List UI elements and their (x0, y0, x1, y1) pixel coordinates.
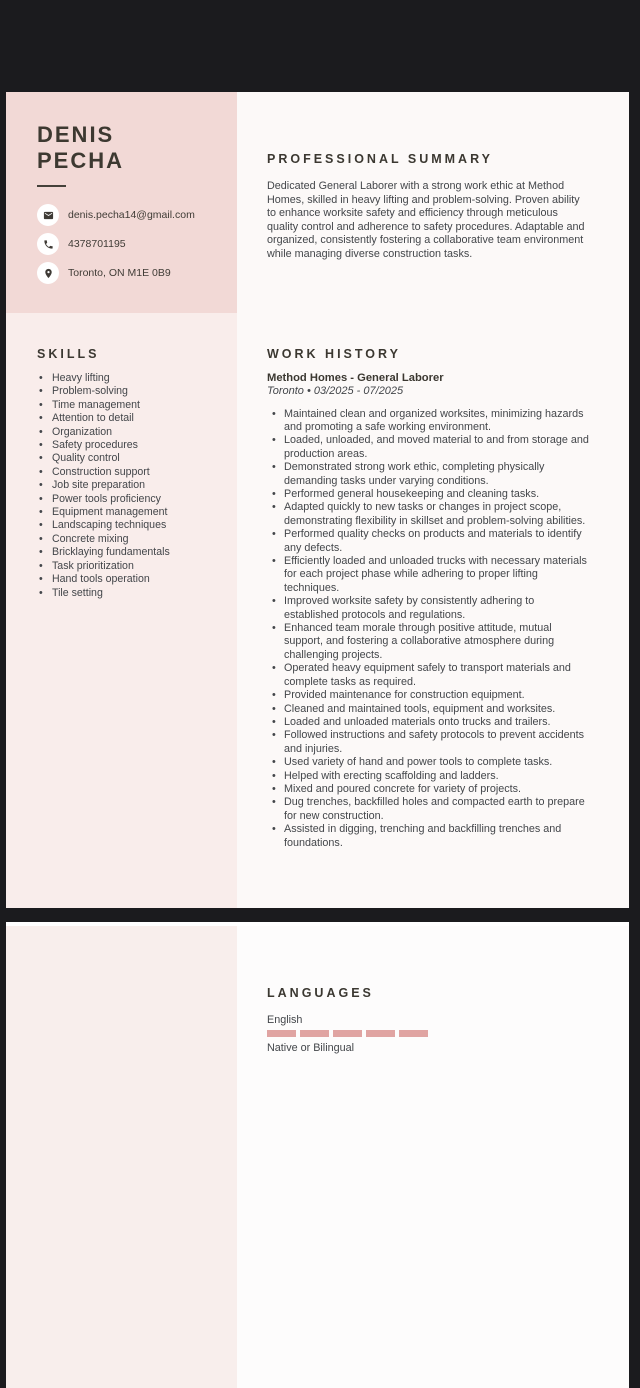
skill-item: • Quality control (37, 452, 227, 465)
language-entry (267, 1014, 589, 1054)
job-bullet: • Maintained clean and organized worksites, minimizing hazards and promoting a safe working environment. (267, 408, 589, 435)
work-history-heading: WORK HISTORY (267, 346, 401, 361)
email-icon (37, 204, 59, 226)
language-name: English (267, 1014, 303, 1026)
job-bullet: • Loaded and unloaded materials onto trucks and trailers. (267, 716, 589, 729)
skill-item: • Landscaping techniques (37, 519, 227, 532)
language-level-bar (399, 1030, 428, 1037)
skill-item: • Construction support (37, 466, 227, 479)
name-divider (37, 185, 66, 187)
skill-item: • Job site preparation (37, 479, 227, 492)
location-icon (37, 262, 59, 284)
job-bullet: • Efficiently loaded and unloaded trucks with necessary materials for each project phase while adhering to proper lifting techniques. (267, 555, 589, 595)
job-bullet: • Cleaned and maintained tools, equipment and worksites. (267, 703, 589, 716)
contact-location: Toronto, ON M1E 0B9 (68, 267, 171, 279)
candidate-name-line2: PECHA (37, 148, 125, 173)
job-bullet: • Provided maintenance for construction equipment. (267, 689, 589, 702)
job-bullet: • Mixed and poured concrete for variety of projects. (267, 783, 589, 796)
language-level-bar (267, 1030, 296, 1037)
job-meta: Toronto • 03/2025 - 07/2025 (267, 384, 404, 397)
job-bullet: • Performed general housekeeping and cleaning tasks. (267, 488, 589, 501)
language-level-label: Native or Bilingual (267, 1042, 355, 1054)
resume-page-1 (6, 92, 629, 908)
candidate-name (37, 122, 219, 174)
skills-section (6, 313, 237, 600)
job-bullet: • Improved worksite safety by consistently adhering to established protocols and regulations. (267, 595, 589, 622)
job-bullet: • Helped with erecting scaffolding and ladders. (267, 770, 589, 783)
summary-text: Dedicated General Laborer with a strong work ethic at Method Homes, skilled in heavy lifting and problem-solving. Proven ability to enhance worksite safety and efficiency through meticulous quality control and adherence to safety procedures. Adaptable and organized, consistently fostering a collaborative team environment while managing diverse construction tasks. (267, 180, 585, 260)
job-bullet-list (267, 408, 589, 850)
job-bullet: • Performed quality checks on products and materials to identify any defects. (267, 528, 589, 555)
contact-email: denis.pecha14@gmail.com (68, 209, 195, 221)
job-bullet: • Enhanced team morale through positive attitude, mutual support, and fostering a collaborative atmosphere during challenging projects. (267, 622, 589, 662)
skill-item: • Organization (37, 426, 227, 439)
contact-row-phone (37, 233, 219, 255)
phone-icon (37, 233, 59, 255)
language-level-bars (267, 1030, 589, 1037)
language-level-bar (300, 1030, 329, 1037)
job-bullet: • Loaded, unloaded, and moved material to and from storage and production areas. (267, 434, 589, 461)
summary-heading: PROFESSIONAL SUMMARY (267, 152, 493, 166)
languages-list (267, 1014, 589, 1054)
job-bullet: • Assisted in digging, trenching and backfilling trenches and foundations. (267, 823, 589, 850)
sidebar (6, 92, 237, 908)
job-bullet: • Adapted quickly to new tasks or changes in project scope, demonstrating flexibility in skillset and problem-solving abilities. (267, 501, 589, 528)
contact-row-location (37, 262, 219, 284)
skill-item: • Safety procedures (37, 439, 227, 452)
resume-page-2 (6, 922, 629, 1388)
skill-item: • Task prioritization (37, 560, 227, 573)
contact-phone: 4378701195 (68, 238, 126, 250)
languages-heading: LANGUAGES (267, 986, 374, 1000)
skill-item: • Heavy lifting (37, 372, 227, 385)
skill-item: • Bricklaying fundamentals (37, 546, 227, 559)
skill-item: • Concrete mixing (37, 533, 227, 546)
contact-row-email (37, 204, 219, 226)
skill-item: • Attention to detail (37, 412, 227, 425)
skill-item: • Tile setting (37, 587, 227, 600)
language-level-bar (333, 1030, 362, 1037)
job-title: Method Homes - General Laborer (267, 371, 444, 384)
job-bullet: • Dug trenches, backfilled holes and compacted earth to prepare for new construction. (267, 796, 589, 823)
skill-item: • Equipment management (37, 506, 227, 519)
job-bullet: • Demonstrated strong work ethic, completing physically demanding tasks under varying conditions. (267, 461, 589, 488)
job-bullet: • Operated heavy equipment safely to transport materials and complete tasks as required. (267, 662, 589, 689)
skill-item: • Problem-solving (37, 385, 227, 398)
main-column-page-2 (237, 926, 629, 1388)
main-column (237, 92, 629, 908)
sidebar-header (6, 92, 237, 313)
skill-item: • Power tools proficiency (37, 493, 227, 506)
candidate-name-line1: DENIS (37, 122, 115, 147)
language-level-bar (366, 1030, 395, 1037)
job-bullet: • Used variety of hand and power tools to complete tasks. (267, 756, 589, 769)
contact-list (37, 204, 219, 284)
skills-heading: SKILLS (37, 347, 100, 361)
skill-item: • Hand tools operation (37, 573, 227, 586)
skills-list (37, 372, 227, 600)
sidebar-page-2 (6, 926, 237, 1388)
skill-item: • Time management (37, 399, 227, 412)
job-bullet: • Followed instructions and safety protocols to prevent accidents and injuries. (267, 729, 589, 756)
